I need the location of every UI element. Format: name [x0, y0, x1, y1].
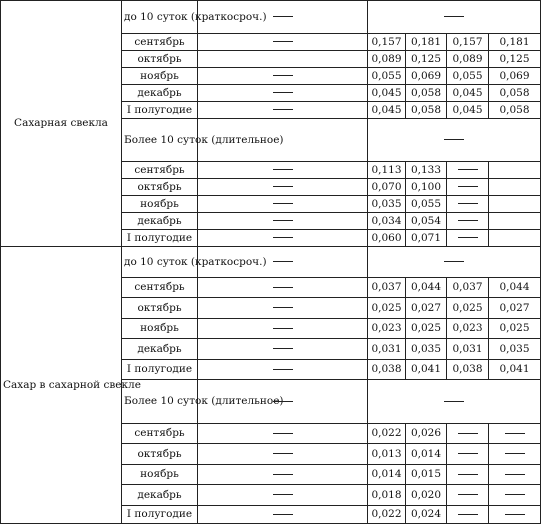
- dash-cell: [447, 213, 489, 230]
- dash-mark: [273, 220, 293, 221]
- dash-cell: [198, 298, 368, 319]
- dash-mark: [273, 307, 293, 308]
- period-cell: до 10 суток (краткосроч.): [122, 1, 198, 34]
- dash-mark: [273, 237, 293, 238]
- dash-cell: [447, 444, 489, 465]
- value-cell: 0,044: [406, 278, 447, 298]
- dash-cell: [198, 34, 368, 51]
- value-cell: 0,014: [368, 465, 406, 485]
- empty-cell: [198, 51, 368, 68]
- period-cell: декабрь: [122, 339, 198, 360]
- dash-cell: [447, 485, 489, 506]
- value-cell: 0,024: [406, 506, 447, 524]
- value-cell: 0,058: [406, 85, 447, 102]
- dash-mark: [273, 494, 293, 495]
- dash-mark: [273, 474, 293, 475]
- dash-cell: [447, 196, 489, 213]
- value-cell: 0,055: [406, 196, 447, 213]
- dash-cell: [198, 278, 368, 298]
- period-cell: Более 10 суток (длительное): [122, 380, 198, 424]
- dash-mark: [273, 186, 293, 187]
- dash-mark: [273, 328, 293, 329]
- value-cell: 0,070: [368, 179, 406, 196]
- dash-cell: [198, 485, 368, 506]
- value-cell: 0,058: [406, 102, 447, 119]
- dash-cell: [447, 230, 489, 247]
- dash-mark: [444, 261, 464, 262]
- dash-mark: [444, 401, 464, 402]
- merged-dash-cell: [368, 247, 541, 278]
- table-row: [1, 247, 541, 278]
- value-cell: 0,025: [368, 298, 406, 319]
- dash-mark: [273, 203, 293, 204]
- dash-mark: [505, 433, 525, 434]
- dash-mark: [505, 453, 525, 454]
- value-cell: 0,045: [368, 85, 406, 102]
- empty-cell: [489, 179, 541, 196]
- dash-mark: [273, 41, 293, 42]
- value-cell: 0,157: [368, 34, 406, 51]
- dash-mark: [458, 474, 478, 475]
- period-cell: октябрь: [122, 298, 198, 319]
- dash-cell: [198, 230, 368, 247]
- value-cell: 0,034: [368, 213, 406, 230]
- value-cell: 0,055: [447, 68, 489, 85]
- value-cell: 0,071: [406, 230, 447, 247]
- period-cell: I полугодие: [122, 506, 198, 524]
- value-cell: 0,100: [406, 179, 447, 196]
- dash-mark: [273, 514, 293, 515]
- value-cell: 0,069: [489, 68, 541, 85]
- value-cell: 0,054: [406, 213, 447, 230]
- value-cell: 0,014: [406, 444, 447, 465]
- dash-mark: [273, 287, 293, 288]
- period-cell: декабрь: [122, 85, 198, 102]
- dash-mark: [273, 92, 293, 93]
- value-cell: 0,089: [447, 51, 489, 68]
- period-cell: октябрь: [122, 51, 198, 68]
- dash-mark: [273, 433, 293, 434]
- period-cell: сентябрь: [122, 162, 198, 179]
- value-cell: 0,023: [368, 319, 406, 339]
- period-cell: декабрь: [122, 213, 198, 230]
- dash-cell: [447, 162, 489, 179]
- dash-cell: [447, 424, 489, 444]
- value-cell: 0,015: [406, 465, 447, 485]
- value-cell: 0,037: [447, 278, 489, 298]
- dash-mark: [458, 220, 478, 221]
- dash-cell: [198, 162, 368, 179]
- dash-cell: [198, 360, 368, 380]
- period-cell: октябрь: [122, 179, 198, 196]
- dash-mark: [273, 453, 293, 454]
- dash-mark: [273, 16, 293, 17]
- value-cell: 0,125: [406, 51, 447, 68]
- period-cell: до 10 суток (краткосроч.): [122, 247, 198, 278]
- value-cell: 0,125: [489, 51, 541, 68]
- value-cell: 0,041: [489, 360, 541, 380]
- dash-cell: [198, 85, 368, 102]
- dash-mark: [458, 514, 478, 515]
- dash-mark: [458, 169, 478, 170]
- dash-mark: [505, 494, 525, 495]
- value-cell: 0,058: [489, 85, 541, 102]
- value-cell: 0,038: [368, 360, 406, 380]
- value-cell: 0,035: [368, 196, 406, 213]
- dash-cell: [198, 179, 368, 196]
- value-cell: 0,055: [368, 68, 406, 85]
- value-cell: 0,133: [406, 162, 447, 179]
- value-cell: 0,045: [368, 102, 406, 119]
- value-cell: 0,035: [489, 339, 541, 360]
- period-cell: ноябрь: [122, 196, 198, 213]
- period-cell: I полугодие: [122, 230, 198, 247]
- dash-cell: [489, 485, 541, 506]
- dash-cell: [198, 196, 368, 213]
- value-cell: 0,069: [406, 68, 447, 85]
- product-cell: Сахар в сахарной свекле: [1, 247, 122, 524]
- dash-mark: [458, 203, 478, 204]
- period-cell: сентябрь: [122, 424, 198, 444]
- value-cell: 0,031: [368, 339, 406, 360]
- product-cell: Сахарная свекла: [1, 1, 122, 247]
- dash-cell: [447, 465, 489, 485]
- period-cell: ноябрь: [122, 465, 198, 485]
- dash-mark: [273, 109, 293, 110]
- value-cell: 0,037: [368, 278, 406, 298]
- dash-cell: [198, 506, 368, 524]
- period-cell: ноябрь: [122, 68, 198, 85]
- value-cell: 0,023: [447, 319, 489, 339]
- dash-cell: [198, 102, 368, 119]
- dash-cell: [198, 424, 368, 444]
- value-cell: 0,038: [447, 360, 489, 380]
- value-cell: 0,013: [368, 444, 406, 465]
- dash-cell: [489, 506, 541, 524]
- dash-mark: [505, 474, 525, 475]
- value-cell: 0,089: [368, 51, 406, 68]
- value-cell: 0,045: [447, 85, 489, 102]
- dash-mark: [505, 514, 525, 515]
- value-cell: 0,157: [447, 34, 489, 51]
- period-cell: I полугодие: [122, 102, 198, 119]
- dash-cell: [198, 213, 368, 230]
- dash-cell: [489, 444, 541, 465]
- dash-mark: [458, 237, 478, 238]
- dash-mark: [273, 75, 293, 76]
- period-cell: Более 10 суток (длительное): [122, 119, 198, 162]
- value-cell: 0,031: [447, 339, 489, 360]
- empty-cell: [489, 162, 541, 179]
- empty-cell: [489, 230, 541, 247]
- period-cell: сентябрь: [122, 278, 198, 298]
- dash-mark: [273, 348, 293, 349]
- dash-mark: [444, 16, 464, 17]
- merged-dash-cell: [368, 119, 541, 162]
- value-cell: 0,022: [368, 424, 406, 444]
- value-cell: 0,060: [368, 230, 406, 247]
- value-cell: 0,045: [447, 102, 489, 119]
- dash-cell: [447, 506, 489, 524]
- value-cell: 0,044: [489, 278, 541, 298]
- period-cell: декабрь: [122, 485, 198, 506]
- dash-mark: [458, 494, 478, 495]
- value-cell: 0,022: [368, 506, 406, 524]
- period-cell: ноябрь: [122, 319, 198, 339]
- dash-mark: [458, 186, 478, 187]
- dash-mark: [444, 139, 464, 140]
- value-cell: 0,020: [406, 485, 447, 506]
- value-cell: 0,026: [406, 424, 447, 444]
- period-cell: сентябрь: [122, 34, 198, 51]
- value-cell: 0,027: [406, 298, 447, 319]
- period-cell: октябрь: [122, 444, 198, 465]
- value-cell: 0,027: [489, 298, 541, 319]
- dash-cell: [198, 339, 368, 360]
- dash-cell: [198, 68, 368, 85]
- period-cell: I полугодие: [122, 360, 198, 380]
- dash-mark: [273, 169, 293, 170]
- dash-cell: [447, 179, 489, 196]
- value-cell: 0,018: [368, 485, 406, 506]
- value-cell: 0,025: [489, 319, 541, 339]
- dash-cell: [198, 465, 368, 485]
- value-cell: 0,025: [406, 319, 447, 339]
- dash-mark: [273, 261, 293, 262]
- merged-dash-cell: [368, 1, 541, 34]
- value-cell: 0,058: [489, 102, 541, 119]
- empty-cell: [489, 213, 541, 230]
- dash-cell: [198, 444, 368, 465]
- value-cell: 0,181: [489, 34, 541, 51]
- dash-cell: [489, 424, 541, 444]
- value-cell: 0,025: [447, 298, 489, 319]
- dash-mark: [458, 453, 478, 454]
- dash-mark: [458, 433, 478, 434]
- value-cell: 0,181: [406, 34, 447, 51]
- value-cell: 0,035: [406, 339, 447, 360]
- value-cell: 0,041: [406, 360, 447, 380]
- dash-cell: [489, 465, 541, 485]
- merged-dash-cell: [368, 380, 541, 424]
- dash-mark: [273, 401, 293, 402]
- empty-cell: [489, 196, 541, 213]
- value-cell: 0,113: [368, 162, 406, 179]
- dash-mark: [273, 369, 293, 370]
- table-row: [1, 1, 541, 34]
- dash-cell: [198, 319, 368, 339]
